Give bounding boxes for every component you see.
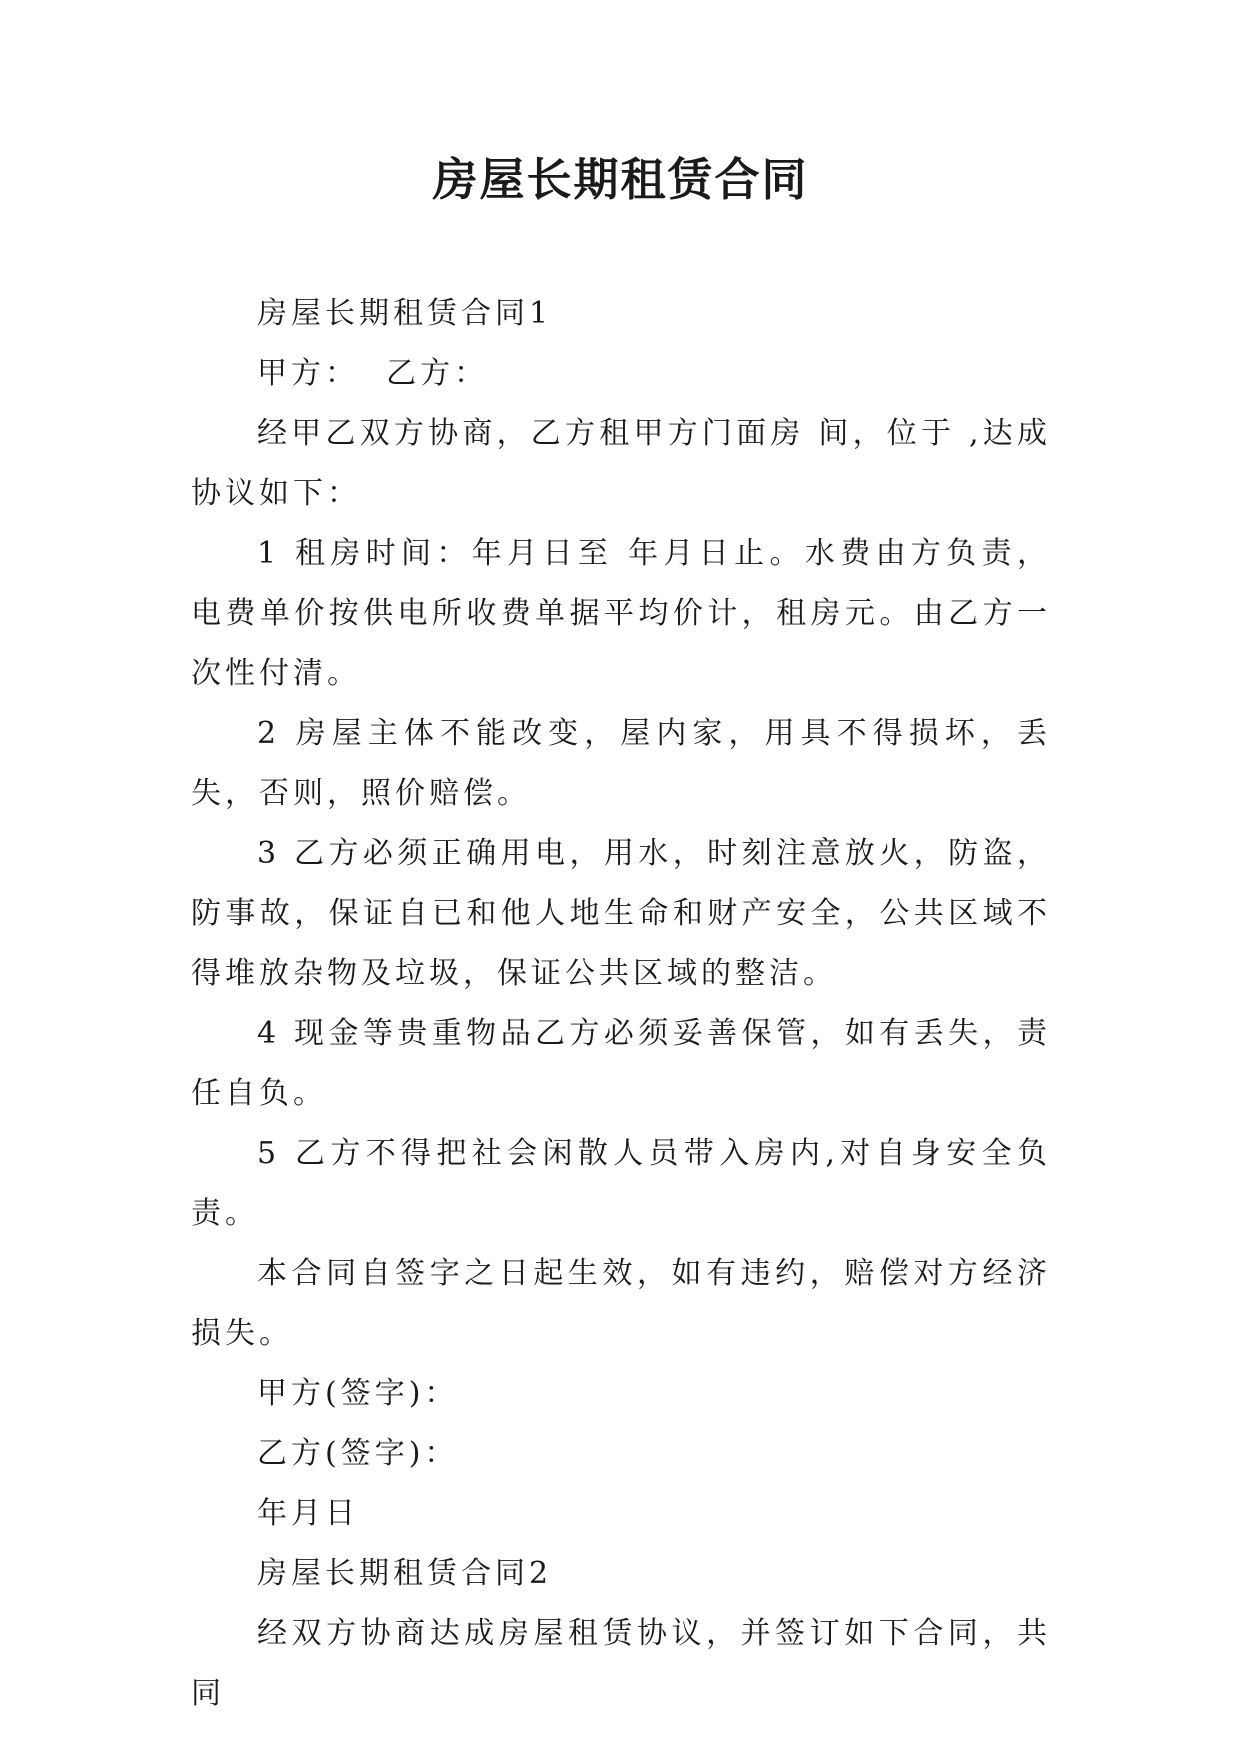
clause-5: 5 乙方不得把社会闲散人员带入房内,对自身安全负责。 <box>191 1136 1051 1231</box>
section-heading-1: 房屋长期租赁合同1 <box>257 296 553 331</box>
parties-line: 甲方： 乙方： <box>257 356 489 391</box>
clause-2: 2 房屋主体不能改变，屋内家，用具不得损坏，丢失，否则，照价赔偿。 <box>191 716 1051 811</box>
intro-paragraph: 经甲乙双方协商，乙方租甲方门面房 间，位于 ,达成协议如下： <box>191 416 1051 511</box>
document-body <box>191 284 1051 1724</box>
party-a-signature-line: 甲方(签字)： <box>257 1376 459 1411</box>
clause-1: 1 租房时间：年月日至 年月日止。水费由方负责，电费单价按供电所收费单据平均价计，租房元。由乙方一次性付清。 <box>191 536 1051 691</box>
document-title: 房屋长期租赁合同 <box>432 153 809 206</box>
clause-3: 3 乙方必须正确用电，用水，时刻注意放火，防盗，防事故，保证自已和他人地生命和财产安全，公共区域不得堆放杂物及垃圾，保证公共区域的整洁。 <box>191 836 1051 991</box>
clause-4: 4 现金等贵重物品乙方必须妥善保管，如有丢失，责任自负。 <box>191 1016 1051 1111</box>
date-line: 年月日 <box>257 1496 359 1531</box>
intro-paragraph-2: 经双方协商达成房屋租赁协议，并签订如下合同，共同 <box>191 1616 1051 1711</box>
party-b-signature-line: 乙方(签字)： <box>257 1436 459 1471</box>
section-heading-2: 房屋长期租赁合同2 <box>257 1556 553 1591</box>
effective-clause: 本合同自签字之日起生效，如有违约，赔偿对方经济损失。 <box>191 1256 1051 1351</box>
